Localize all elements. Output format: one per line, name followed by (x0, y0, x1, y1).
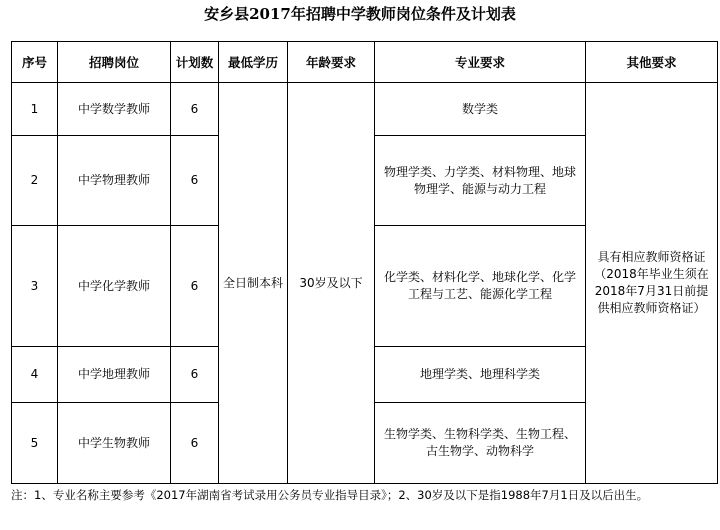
cell-count: 6 (171, 403, 219, 484)
cell-no: 1 (12, 83, 58, 136)
recruitment-table (11, 41, 718, 484)
cell-post: 中学数学教师 (58, 83, 171, 136)
footnote: 注：1、专业名称主要参考《2017年湖南省考试录用公务员专业指导目录》；2、30岁及以下是指1988年7月1日及以后出生。 (11, 488, 649, 502)
cell-no: 3 (12, 226, 58, 347)
page-title: 安乡县2017年招聘中学教师岗位条件及计划表 (204, 5, 516, 23)
cell-major: 化学类、材料化学、地球化学、化学工程与工艺、能源化学工程 (375, 226, 586, 347)
cell-major: 数学类 (375, 83, 586, 136)
cell-no: 5 (12, 403, 58, 484)
cell-major: 物理学类、力学类、材料物理、地球物理学、能源与动力工程 (375, 136, 586, 226)
cell-post: 中学地理教师 (58, 347, 171, 403)
table-header-row (12, 42, 718, 83)
cell-education: 全日制本科 (219, 83, 288, 484)
cell-post: 中学物理教师 (58, 136, 171, 226)
cell-major: 地理学类、地理科学类 (375, 347, 586, 403)
header-post: 招聘岗位 (58, 42, 171, 83)
header-education: 最低学历 (219, 42, 288, 83)
cell-count: 6 (171, 83, 219, 136)
cell-count: 6 (171, 347, 219, 403)
table-row (12, 83, 718, 136)
cell-major: 生物学类、生物科学类、生物工程、古生物学、动物科学 (375, 403, 586, 484)
cell-age: 30岁及以下 (288, 83, 375, 484)
cell-other: 具有相应教师资格证（2018年毕业生须在2018年7月31日前提供相应教师资格证） (586, 83, 718, 484)
header-age: 年龄要求 (288, 42, 375, 83)
header-count: 计划数 (171, 42, 219, 83)
header-other: 其他要求 (586, 42, 718, 83)
cell-no: 4 (12, 347, 58, 403)
cell-no: 2 (12, 136, 58, 226)
header-no: 序号 (12, 42, 58, 83)
cell-post: 中学生物教师 (58, 403, 171, 484)
cell-post: 中学化学教师 (58, 226, 171, 347)
header-major: 专业要求 (375, 42, 586, 83)
cell-count: 6 (171, 136, 219, 226)
cell-count: 6 (171, 226, 219, 347)
